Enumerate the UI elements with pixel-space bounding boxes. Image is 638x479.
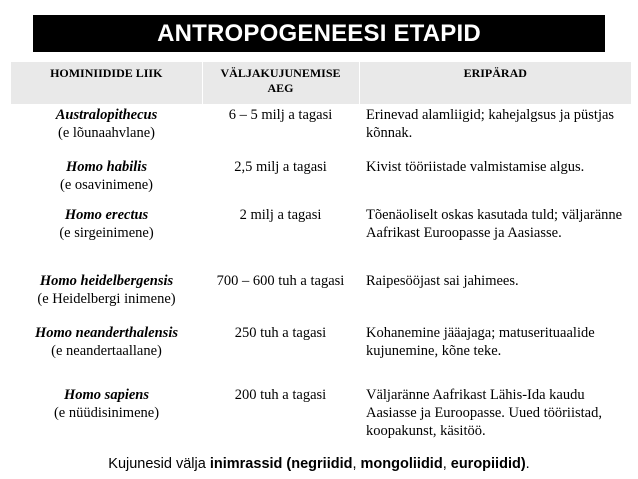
age-cell: 200 tuh a tagasi <box>234 387 327 403</box>
common-name: (e Heidelbergi inimene) <box>37 291 176 307</box>
scientific-name: Homo erectus <box>64 207 149 223</box>
header-species: HOMINIIDIDE LIIK <box>11 62 202 104</box>
scientific-name: Homo habilis <box>66 159 147 175</box>
species-cell <box>11 204 202 270</box>
table-row <box>11 104 631 156</box>
footer-races-3: europiidid) <box>450 456 526 472</box>
common-name: (e neandertaallane) <box>51 343 162 359</box>
table-row <box>11 384 631 444</box>
footer-sep-1: , <box>352 456 361 472</box>
species-cell <box>11 156 202 204</box>
features-cell: Kohanemine jääajaga; matuserituaalide kujunemine, kõne teke. <box>366 325 595 359</box>
age-cell: 6 – 5 milj a tagasi <box>228 107 333 123</box>
scientific-name: Homo heidelbergensis <box>39 273 174 289</box>
footer-note <box>0 456 638 472</box>
age-cell: 2 milj a tagasi <box>239 207 322 223</box>
common-name: (e osavinimene) <box>59 177 153 193</box>
table-row <box>11 270 631 322</box>
header-features: ERIPÄRAD <box>359 62 631 104</box>
age-cell: 250 tuh a tagasi <box>234 325 327 341</box>
scientific-name: Australopithecus <box>55 107 158 123</box>
footer-sep-2: , <box>442 456 451 472</box>
header-age: VÄLJAKUJUNEMISE AEG <box>202 62 359 104</box>
features-cell: Kivist tööriistade valmistamise algus. <box>366 159 585 175</box>
scientific-name: Homo sapiens <box>64 387 149 403</box>
species-cell <box>11 104 202 156</box>
table-row <box>11 322 631 384</box>
features-cell: Erinevad alamliigid; kahejalgsus ja püstjas kõnnak. <box>366 107 615 141</box>
species-cell <box>11 322 202 384</box>
footer-suffix: . <box>525 456 530 472</box>
features-cell: Tõenäoliselt oskas kasutada tuld; väljaränne Aafrikast Euroopasse ja Aasiasse. <box>366 207 623 241</box>
common-name: (e sirgeinimene) <box>59 225 154 241</box>
table-header-row <box>11 62 631 104</box>
species-cell <box>11 270 202 322</box>
age-cell: 700 – 600 tuh a tagasi <box>216 273 345 289</box>
age-cell: 2,5 milj a tagasi <box>234 159 327 175</box>
table-row <box>11 204 631 270</box>
features-cell: Väljaränne Aafrikast Lähis-Ida kaudu Aasiasse ja Euroopasse. Uued tööriistad, koopakunst, käsitöö. <box>366 387 602 439</box>
footer-prefix: Kujunesid välja <box>108 456 210 472</box>
footer-races-1: inimrassid (negriidid <box>209 456 353 472</box>
hominid-table <box>11 62 631 444</box>
common-name: (e nüüdisinimene) <box>53 405 160 421</box>
table-row <box>11 156 631 204</box>
features-cell: Raipesööjast sai jahimees. <box>366 273 519 289</box>
common-name: (e lõunaahvlane) <box>57 125 156 141</box>
scientific-name: Homo neanderthalensis <box>34 325 178 341</box>
page-title: ANTROPOGENEESI ETAPID <box>33 15 605 52</box>
species-cell <box>11 384 202 444</box>
footer-races-2: mongoliidid <box>360 456 443 472</box>
